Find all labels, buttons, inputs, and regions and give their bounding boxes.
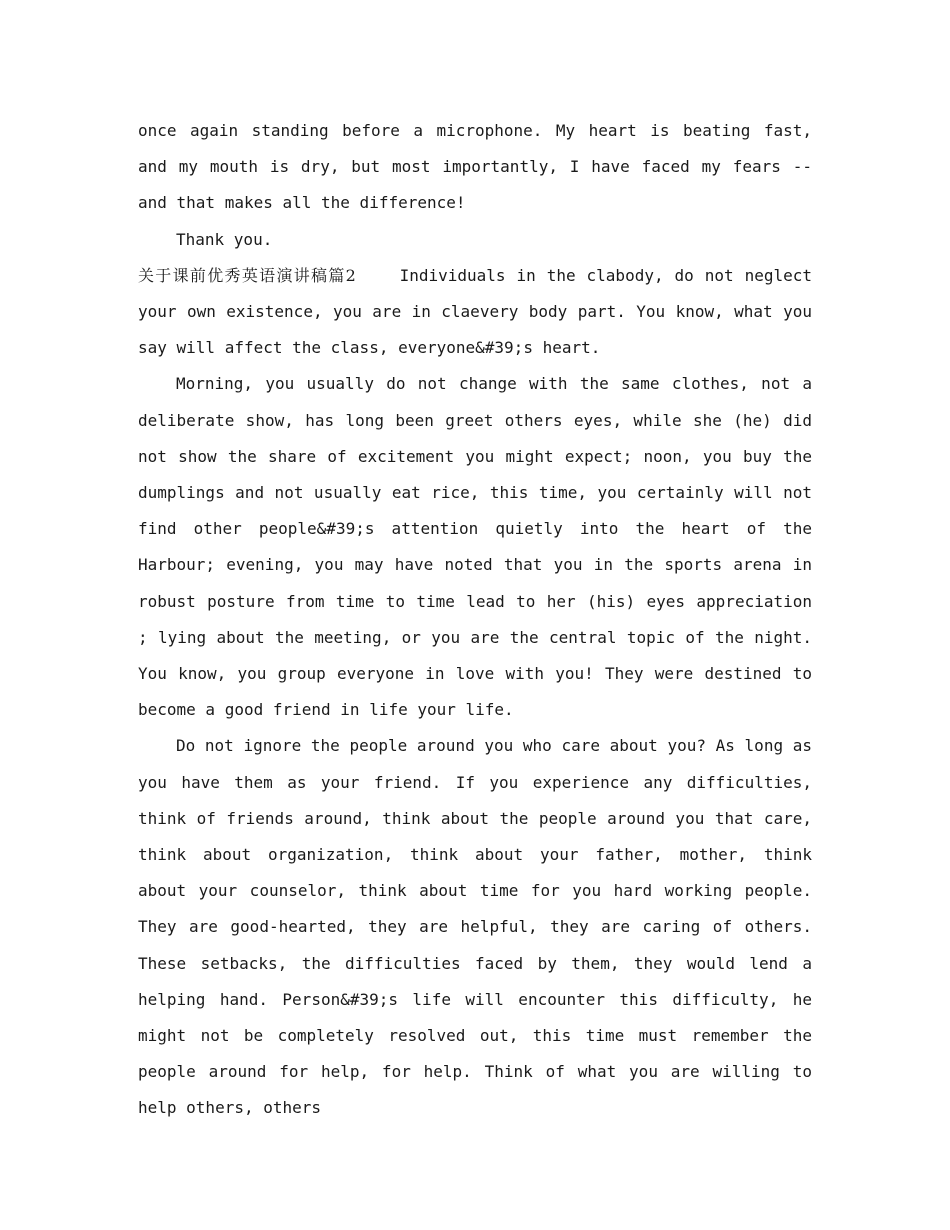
paragraph-5: Do not ignore the people around you who care about you? As long as you have them as your friend. If you experience any difficulties, think of friends around, think about the people around you that care, think about organization, think about your father, mother, think about your counselor, think about time for you hard working people. They are good-hearted, they are helpful, they are caring of others. These setbacks, the difficulties faced by them, they would lend a helping hand. Person&#39;s life will encounter this difficulty, he might not be completely resolved out, this time must remember the people around for help, for help. Think of what you are willing to help others, others	[138, 736, 812, 1118]
paragraph-3	[138, 258, 812, 367]
body-text	[138, 113, 812, 1127]
paragraph-4: Morning, you usually do not change with the same clothes, not a deliberate show, has long been greet others eyes, while she (he) did not show the share of excitement you might expect; noon, you buy the dumplings and not usually eat rice, this time, you certainly will not find other people&#39;s attention quietly into the heart of the Harbour; evening, you may have noted that you in the sports arena in robust posture from time to time lead to her (his) eyes appreciation ; lying about the meeting, or you are the central topic of the night. You know, you group everyone in love with you! They were destined to become a good friend in life your life.	[138, 374, 812, 720]
paragraph-1: once again standing before a microphone. My heart is beating fast, and my mouth is dry, but most importantly, I have faced my fears -- and that makes all the difference!	[138, 121, 812, 213]
paragraph-3-text: Individuals in the clabody, do not neglect your own existence, you are in claevery body part. You know, what you say will affect the class, everyone&#39;s heart.	[138, 265, 812, 358]
section-heading: 关于课前优秀英语演讲稿篇2	[138, 265, 356, 285]
paragraph-2: Thank you.	[176, 229, 273, 249]
